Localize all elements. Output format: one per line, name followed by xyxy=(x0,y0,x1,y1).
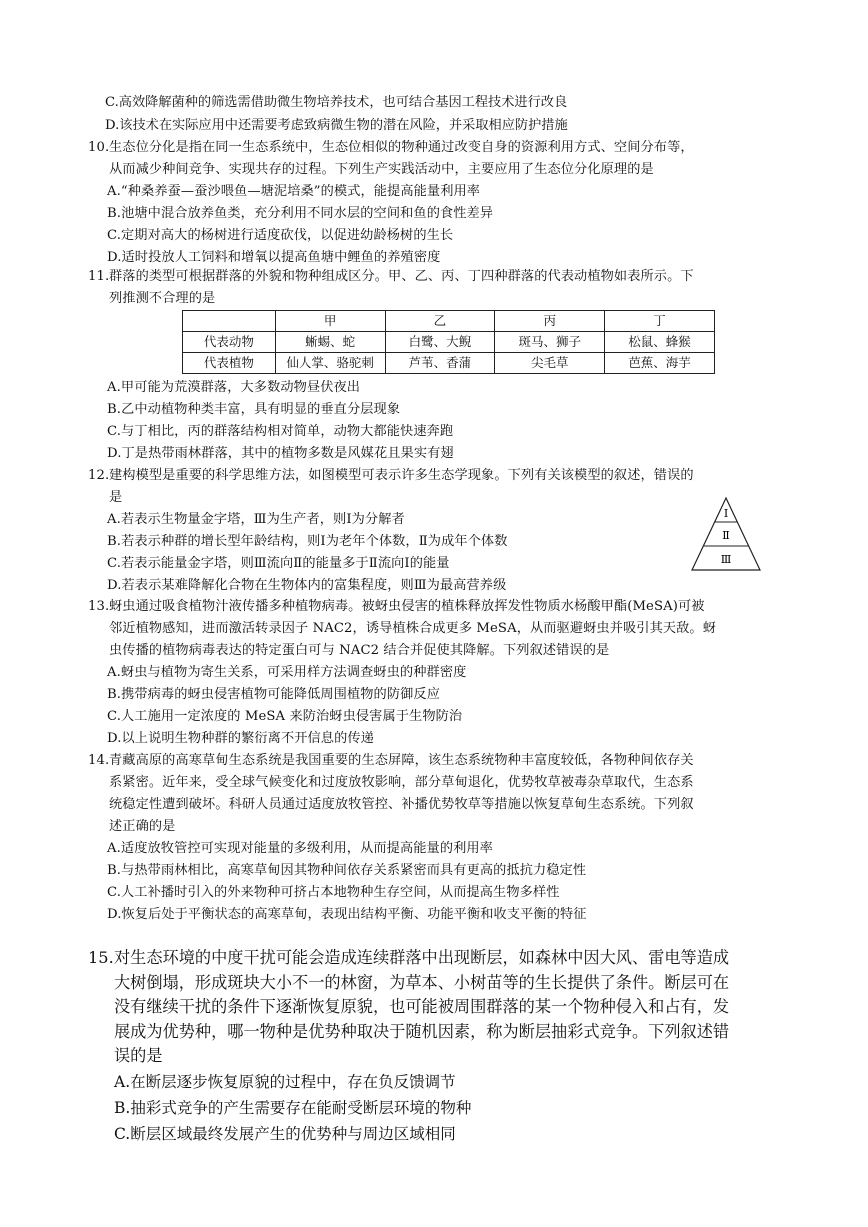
option-c: C.定期对高大的杨树进行适度砍伐，以促进幼龄杨树的生长 xyxy=(107,228,454,243)
pyramid-level-3-label: Ⅲ xyxy=(720,553,732,566)
table-cell: 仙人掌、骆驼刺 xyxy=(275,353,385,374)
table-row xyxy=(183,353,715,374)
option-d: D.以上说明生物种群的繁衍离不开信息的传递 xyxy=(107,731,374,746)
question-number: 13. xyxy=(88,599,110,614)
stem-line: 是 xyxy=(109,490,123,505)
question-14 xyxy=(88,750,788,926)
question-number: 10. xyxy=(88,140,110,155)
stem-line: 大树倒塌，形成斑块大小不一的林窗，为草本、小树苗等的生长提供了条件。断层可在 xyxy=(114,972,730,992)
table-cell: 尖毛草 xyxy=(495,353,605,374)
stem-line: 邻近植物感知，进而激活转录因子 NAC2，诱导植株合成更多 MeSA，从而驱避蚜虫并吸引其天敌。蚜 xyxy=(109,621,717,636)
option-a: A.“种桑养蚕—蚕沙喂鱼—塘泥培桑”的模式，能提高能量利用率 xyxy=(107,184,481,199)
option-a: A.在断层逐步恢复原貌的过程中，存在负反馈调节 xyxy=(114,1072,456,1091)
question-number: 14. xyxy=(88,753,110,768)
question-10 xyxy=(88,137,788,269)
question-number: 12. xyxy=(88,468,110,483)
table-cell: 松鼠、蜂猴 xyxy=(605,332,715,353)
question-number: 11. xyxy=(88,269,110,284)
option-b: B.乙中动植物种类丰富，具有明显的垂直分层现象 xyxy=(107,402,401,417)
question-11-options xyxy=(88,377,788,465)
option-b: B.抽彩式竞争的产生需要存在能耐受断层环境的物种 xyxy=(114,1098,472,1117)
table-header: 丙 xyxy=(495,311,605,332)
pyramid-diagram xyxy=(690,496,762,572)
question-stem xyxy=(114,946,788,1069)
stem-line: 误的是 xyxy=(114,1046,163,1065)
table-header: 丁 xyxy=(605,311,715,332)
option-b: B.携带病毒的蚜虫侵害植物可能降低周围植物的防御反应 xyxy=(107,687,440,702)
option-d: D.丁是热带雨林群落，其中的植物多数是风媒花且果实有翅 xyxy=(107,446,454,461)
option-b: B.与热带雨林相比，高寒草甸因其物种间依存关系紧密而具有更高的抵抗力稳定性 xyxy=(107,863,587,878)
pyramid-level-1-label: Ⅰ xyxy=(723,507,729,520)
question-12 xyxy=(88,465,788,597)
option-a: A.甲可能为荒漠群落，大多数动物昼伏夜出 xyxy=(107,380,361,395)
q9-option-c: C.高效降解菌种的筛选需借助微生物培养技术，也可结合基因工程技术进行改良 xyxy=(105,95,568,110)
stem-line: 从而减少种间竞争、实现共存的过程。下列生产实践活动中，主要应用了生态位分化原理的是 xyxy=(109,162,654,177)
stem-line: 统稳定性遭到破坏。科研人员通过适度放牧管控、补播优势牧草等措施以恢复草甸生态系统。下列叙 xyxy=(109,797,694,812)
question-stem xyxy=(109,266,788,310)
question-stem xyxy=(109,596,788,662)
question-11 xyxy=(88,266,788,310)
question-stem xyxy=(109,750,788,838)
option-a: A.蚜虫与植物为寄生关系，可采用样方法调查蚜虫的种群密度 xyxy=(107,665,467,680)
stem-line: 建构模型是重要的科学思维方法，如图模型可表示许多生态学现象。下列有关该模型的叙述，错误的 xyxy=(109,468,694,483)
table-cell: 芭蕉、海芋 xyxy=(605,353,715,374)
question-stem xyxy=(109,137,788,181)
stem-line: 述正确的是 xyxy=(109,819,176,834)
table-cell: 代表植物 xyxy=(183,353,276,374)
stem-line: 青藏高原的高寒草甸生态系统是我国重要的生态屏障，该生态系统物种丰富度较低，各物种间依存关 xyxy=(109,753,694,768)
stem-line: 虫传播的植物病毒表达的特定蛋白可与 NAC2 结合并促使其降解。下列叙述错误的是 xyxy=(109,643,610,658)
table-cell: 斑马、狮子 xyxy=(495,332,605,353)
option-c: C.若表示能量金字塔，则Ⅲ流向Ⅱ的能量多于Ⅱ流向Ⅰ的能量 xyxy=(107,556,450,571)
stem-line: 展成为优势种，哪一物种是优势种取决于随机因素，称为断层抽彩式竞争。下列叙述错 xyxy=(114,1021,730,1041)
option-b: B.若表示种群的增长型年龄结构，则Ⅰ为老年个体数，Ⅱ为成年个体数 xyxy=(107,534,508,549)
option-b: B.池塘中混合放养鱼类，充分利用不同水层的空间和鱼的食性差异 xyxy=(107,206,494,221)
option-c: C.与丁相比，丙的群落结构相对简单，动物大都能快速奔跑 xyxy=(107,424,454,439)
option-d: D.恢复后处于平衡状态的高寒草甸，表现出结构平衡、功能平衡和收支平衡的特征 xyxy=(107,907,587,922)
option-a: A.适度放牧管控可实现对能量的多级利用，从而提高能量的利用率 xyxy=(107,841,493,856)
option-a: A.若表示生物量金字塔，Ⅲ为生产者，则Ⅰ为分解者 xyxy=(107,512,405,527)
question-number: 15. xyxy=(88,948,114,967)
table-cell xyxy=(183,311,276,332)
question-13 xyxy=(88,596,788,750)
table-cell: 白鹭、大鲵 xyxy=(385,332,495,353)
stem-line: 没有继续干扰的条件下逐渐恢复原貌，也可能被周围群落的某一个物种侵入和占有，发 xyxy=(114,997,730,1016)
stem-line: 列推测不合理的是 xyxy=(109,291,216,306)
table-header-row xyxy=(183,311,715,332)
community-table xyxy=(182,310,715,374)
stem-line: 对生态环境的中度干扰可能会造成连续群落中出现断层，如森林中因大风、雷电等造成 xyxy=(114,948,730,967)
table-cell: 蜥蜴、蛇 xyxy=(275,332,385,353)
stem-line: 系紧密。近年来，受全球气候变化和过度放牧影响，部分草甸退化，优势牧草被毒杂草取代，生态系 xyxy=(109,775,694,790)
question-stem xyxy=(109,465,788,509)
option-c: C.断层区域最终发展产生的优势种与周边区域相同 xyxy=(114,1124,456,1143)
pyramid-level-2-label: Ⅱ xyxy=(722,529,730,542)
question-15 xyxy=(88,946,788,1147)
table-cell: 代表动物 xyxy=(183,332,276,353)
option-c: C.人工补播时引入的外来物种可挤占本地物种生存空间，从而提高生物多样性 xyxy=(107,885,560,900)
q9-option-d: D.该技术在实际应用中还需要考虑致病微生物的潜在风险，并采取相应防护措施 xyxy=(105,118,568,133)
table-row xyxy=(183,332,715,353)
stem-line: 蚜虫通过吸食植物汁液传播多种植物病毒。被蚜虫侵害的植株释放挥发性物质水杨酸甲酯(MeSA)可被 xyxy=(109,599,705,614)
stem-line: 群落的类型可根据群落的外貌和物种组成区分。甲、乙、丙、丁四种群落的代表动植物如表所示。下 xyxy=(109,269,694,284)
option-c: C.人工施用一定浓度的 MeSA 来防治蚜虫侵害属于生物防治 xyxy=(107,709,463,724)
stem-line: 生态位分化是指在同一生态系统中，生态位相似的物种通过改变自身的资源利用方式、空间分布等， xyxy=(109,140,694,155)
option-d: D.适时投放人工饲料和增氧以提高鱼塘中鲤鱼的养殖密度 xyxy=(107,250,441,265)
table-cell: 芦苇、香蒲 xyxy=(385,353,495,374)
table-header: 甲 xyxy=(275,311,385,332)
option-d: D.若表示某难降解化合物在生物体内的富集程度，则Ⅲ为最高营养级 xyxy=(107,578,507,593)
table-header: 乙 xyxy=(385,311,495,332)
